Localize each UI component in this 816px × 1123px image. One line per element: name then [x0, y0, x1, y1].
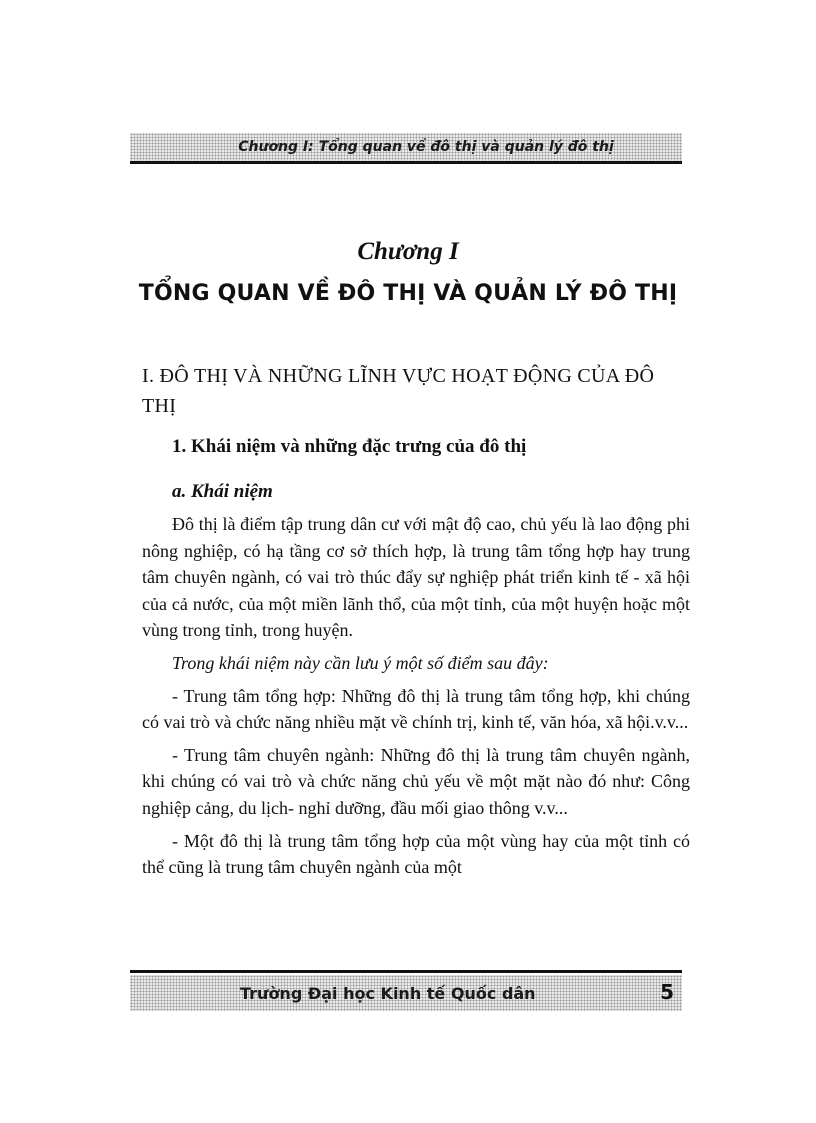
- subsection-heading: 1. Khái niệm và những đặc trưng của đô thị: [172, 436, 527, 457]
- page-number: 5: [660, 980, 674, 1004]
- body-text: [142, 511, 690, 887]
- footer-institution: Trường Đại học Kinh tế Quốc dân: [240, 984, 536, 1003]
- paragraph-note-intro: Trong khái niệm này cần lưu ý một số điểm sau đây:: [172, 652, 549, 673]
- running-header: [130, 133, 682, 161]
- header-divider: [130, 161, 682, 164]
- paragraph-specialized-center: - Trung tâm chuyên ngành: Những đô thị là trung tâm chuyên ngành, khi chúng có vai trò và chức năng chủ yếu về một mặt nào đó như: Công nghiệp cảng, du lịch- nghỉ dưỡng, đầu mối giao thông v.v...: [142, 744, 690, 818]
- running-header-title: Chương I: Tổng quan về đô thị và quản lý đô thị: [238, 139, 614, 155]
- paragraph-definition: Đô thị là điểm tập trung dân cư với mật độ cao, chủ yếu là lao động phi nông nghiệp, có hạ tầng cơ sở thích hợp, là trung tâm tổng hợp hay trung tâm chuyên ngành, có vai trò thúc đẩy sự nghiệp phát triển kinh tế - xã hội của cả nước, của một miền lãnh thổ, của một tỉnh, của một huyện hoặc một vùng trong tỉnh, trong huyện.: [142, 514, 690, 641]
- section-heading: I. ĐÔ THỊ VÀ NHỮNG LĨNH VỰC HOẠT ĐỘNG CỦA ĐÔ THỊ: [142, 365, 655, 417]
- chapter-title: TỔNG QUAN VỀ ĐÔ THỊ VÀ QUẢN LÝ ĐÔ THỊ: [138, 281, 678, 306]
- subsubsection-heading: a. Khái niệm: [172, 481, 273, 502]
- footer-divider: [130, 970, 682, 973]
- paragraph-general-center: - Trung tâm tổng hợp: Những đô thị là trung tâm tổng hợp, khi chúng có vai trò và chức năng nhiều mặt về chính trị, kinh tế, văn hóa, xã hội.v.v...: [142, 685, 690, 733]
- chapter-label: Chương I: [357, 238, 459, 265]
- paragraph-combined-center: - Một đô thị là trung tâm tổng hợp của một vùng hay của một tỉnh có thể cũng là trung tâm chuyên ngành của một: [142, 830, 690, 878]
- running-footer: [130, 975, 682, 1011]
